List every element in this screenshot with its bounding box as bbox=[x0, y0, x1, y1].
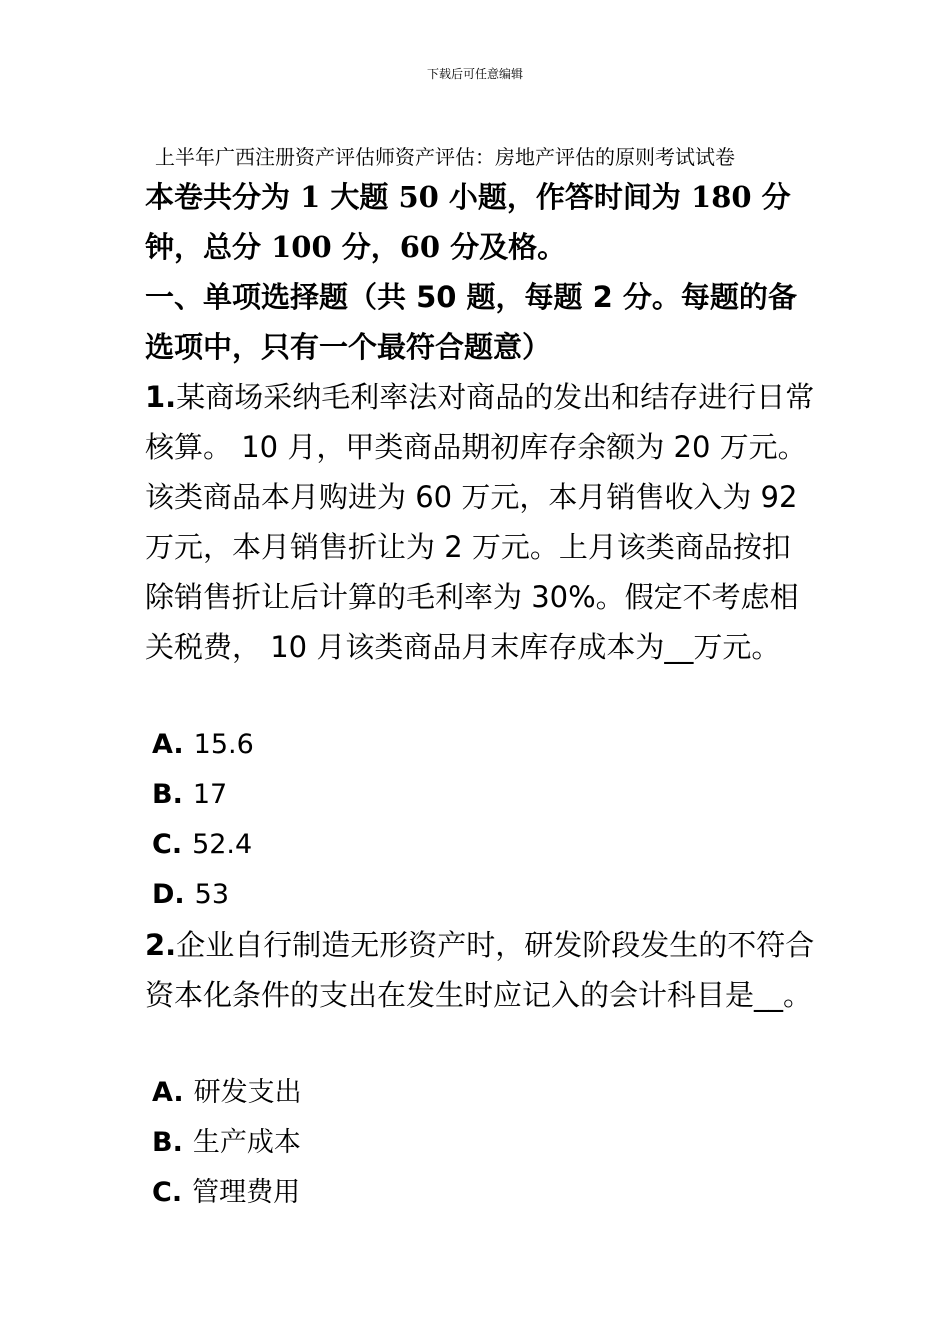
section-heading: 一、单项选择题（共 50 题，每题 2 分。每题的备选项中，只有一个最符合题意） bbox=[145, 280, 797, 364]
option-text: 管理费用 bbox=[192, 1177, 301, 1208]
document-title: 上半年广西注册资产评估师资产评估：房地产评估的原则考试试卷 bbox=[155, 145, 735, 169]
question-1-option-c[interactable] bbox=[152, 825, 252, 865]
option-text: 生产成本 bbox=[192, 1127, 301, 1158]
question-2-option-c[interactable] bbox=[152, 1173, 300, 1213]
question-1-option-a[interactable] bbox=[152, 725, 254, 765]
question-1 bbox=[145, 372, 815, 672]
question-text: 企业自行制造无形资产时，研发阶段发生的不符合资本化条件的支出在发生时应记入的会计科目是__。 bbox=[145, 928, 815, 1012]
option-text: 17 bbox=[192, 779, 228, 810]
option-letter: D. bbox=[152, 879, 185, 910]
option-letter: C. bbox=[152, 829, 183, 860]
option-text: 15.6 bbox=[193, 729, 254, 760]
question-1-option-b[interactable] bbox=[152, 775, 227, 815]
option-letter: C. bbox=[152, 1177, 183, 1208]
option-text: 52.4 bbox=[192, 829, 253, 860]
question-2-option-b[interactable] bbox=[152, 1123, 301, 1163]
question-number: 2. bbox=[145, 928, 177, 962]
question-2-option-a[interactable] bbox=[152, 1073, 302, 1113]
question-number: 1. bbox=[145, 380, 177, 414]
option-letter: A. bbox=[152, 1077, 184, 1108]
exam-intro: 本卷共分为 1 大题 50 小题，作答时间为 180 分钟，总分 100 分，60 分及格。 bbox=[145, 180, 791, 264]
option-letter: B. bbox=[152, 1127, 183, 1158]
option-text: 研发支出 bbox=[193, 1077, 302, 1108]
option-text: 53 bbox=[194, 879, 230, 910]
header-note: 下载后可任意编辑 bbox=[426, 67, 523, 81]
question-2 bbox=[145, 920, 815, 1020]
option-letter: A. bbox=[152, 729, 184, 760]
question-1-option-d[interactable] bbox=[152, 875, 229, 915]
option-letter: B. bbox=[152, 779, 183, 810]
question-text: 某商场采纳毛利率法对商品的发出和结存进行日常核算。 10 月，甲类商品期初库存余额为 20 万元。该类商品本月购进为 60 万元，本月销售收入为 92 万元，本月销售折让为 2 万元。上月该类商品按扣除销售折让后计算的毛利率为 30%。假定不考虑相关税费， 10 月该类商品月末库存成本为__万元。 bbox=[145, 380, 815, 664]
